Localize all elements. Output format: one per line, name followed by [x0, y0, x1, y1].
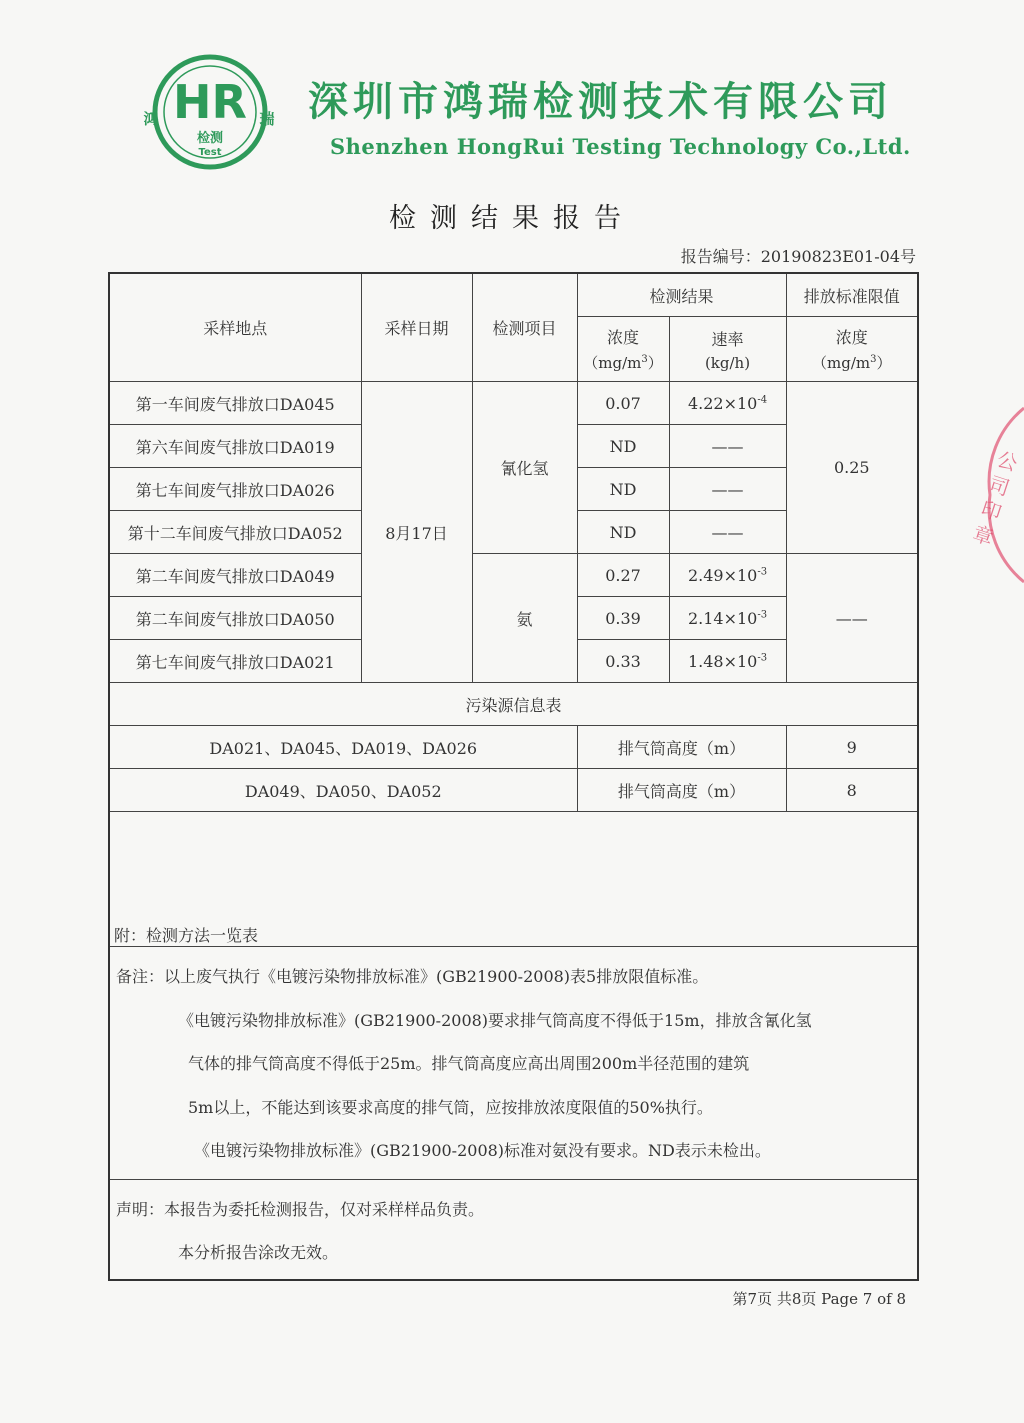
logo-right-char: 瑞	[259, 110, 275, 128]
note-line: 气体的排气筒高度不得低于25m。排气筒高度应高出周围200m半径范围的建筑	[188, 1054, 750, 1073]
table-row	[109, 382, 918, 425]
header-rate-label: 速率	[711, 329, 744, 349]
location-cell: 第二车间废气排放口DA050	[109, 597, 361, 640]
source-value: 9	[786, 726, 918, 769]
limit-unit-b: ）	[876, 354, 892, 372]
logo-left-char: 鸿	[143, 110, 159, 128]
notes-row	[109, 947, 918, 1180]
conc-cell: ND	[577, 468, 669, 511]
rate-cell: ——	[669, 425, 786, 468]
rate-cell	[669, 554, 786, 597]
logo-sub-en: Test	[198, 147, 222, 158]
header-date: 采样日期	[361, 273, 472, 382]
header-limit-conc	[786, 317, 918, 382]
header-rate-unit: (kg/h)	[704, 353, 751, 372]
limit-unit-a: （mg/m	[812, 354, 871, 372]
rate-exp: -3	[757, 609, 768, 621]
rate-exp: -3	[757, 652, 768, 664]
statement-cell	[109, 1179, 918, 1280]
result-table	[108, 272, 919, 1281]
note-line: 5m以上，不能达到该要求高度的排气筒，应按排放浓度限值的50%执行。	[188, 1097, 713, 1117]
source-outlets: DA049、DA050、DA052	[109, 769, 577, 812]
header-rate	[669, 317, 786, 382]
header-results: 检测结果	[577, 273, 786, 317]
company-logo	[140, 52, 280, 172]
location-cell: 第七车间废气排放口DA021	[109, 640, 361, 683]
header-conc-label: 浓度	[606, 328, 639, 347]
conc-cell: ND	[577, 511, 669, 554]
logo-text: HR	[173, 75, 247, 129]
company-name-en: Shenzhen HongRui Testing Technology Co.,Ltd.	[330, 134, 911, 159]
header-conc	[577, 317, 669, 382]
rate-cell	[669, 597, 786, 640]
source-row	[109, 726, 918, 769]
source-label: 排气筒高度（m）	[577, 726, 786, 769]
logo-sub: 检测	[196, 131, 224, 146]
header-location: 采样地点	[109, 273, 361, 382]
location-cell: 第七车间废气排放口DA026	[109, 468, 361, 511]
location-cell: 第十二车间废气排放口DA052	[109, 511, 361, 554]
note-line: 备注：以上废气执行《电镀污染物排放标准》(GB21900-2008)表5排放限值标准。	[116, 967, 709, 986]
source-label: 排气筒高度（m）	[577, 769, 786, 812]
location-cell: 第六车间废气排放口DA019	[109, 425, 361, 468]
rate-exp: -4	[757, 394, 768, 406]
conc-unit-sup: 3	[641, 354, 648, 365]
header-limit-unit	[787, 352, 918, 373]
source-outlets: DA021、DA045、DA019、DA026	[109, 726, 577, 769]
conc-unit-a: （mg/m	[583, 354, 642, 372]
rate-value: 1.48×10	[687, 651, 758, 671]
rate-value: 2.14×10	[687, 608, 758, 628]
rate-value: 2.49×10	[687, 565, 758, 585]
source-value: 8	[786, 769, 918, 812]
source-row	[109, 769, 918, 812]
rate-value: 4.22×10	[687, 393, 758, 413]
conc-cell: ND	[577, 425, 669, 468]
header-conc-unit	[578, 352, 669, 373]
header-limit-conc-label: 浓度	[835, 328, 868, 347]
note-line: 《电镀污染物排放标准》(GB21900-2008)标准对氨没有要求。ND表示未检出。	[194, 1141, 771, 1160]
conc-cell: 0.27	[577, 554, 669, 597]
source-info-title-row	[109, 683, 918, 726]
rate-cell	[669, 382, 786, 425]
item-cell: 氨	[472, 554, 577, 683]
statement-line: 声明：本报告为委托检测报告，仅对采样样品负责。	[116, 1199, 485, 1219]
location-cell: 第二车间废气排放口DA049	[109, 554, 361, 597]
rate-cell: ——	[669, 511, 786, 554]
source-info-title: 污染源信息表	[109, 683, 918, 726]
conc-unit-b: ）	[647, 354, 663, 372]
item-cell: 氰化氢	[472, 382, 577, 554]
limit-cell: ——	[786, 554, 918, 683]
header-item: 检测项目	[472, 273, 577, 382]
appendix-text: 附：检测方法一览表	[109, 812, 918, 947]
note-line: 《电镀污染物排放标准》(GB21900-2008)要求排气筒高度不得低于15m，排放含氰化氢	[178, 1010, 812, 1030]
seal-text: 公司印章	[969, 446, 1021, 551]
header-row-1	[109, 273, 918, 317]
report-title: 检测结果报告	[389, 203, 635, 234]
page-footer: 第7页 共8页 Page 7 of 8	[732, 1290, 906, 1308]
conc-cell: 0.33	[577, 640, 669, 683]
rate-cell	[669, 640, 786, 683]
rate-exp: -3	[757, 566, 768, 578]
appendix-row	[109, 812, 918, 947]
conc-cell: 0.07	[577, 382, 669, 425]
rate-cell: ——	[669, 468, 786, 511]
report-number: 报告编号：20190823E01-04号	[680, 247, 916, 266]
limit-unit-sup: 3	[870, 354, 877, 365]
table-row	[109, 554, 918, 597]
limit-cell: 0.25	[786, 382, 918, 554]
statement-line: 本分析报告涂改无效。	[178, 1243, 339, 1262]
conc-cell: 0.39	[577, 597, 669, 640]
notes-cell	[109, 947, 918, 1180]
header-limit: 排放标准限值	[786, 273, 918, 317]
date-cell: 8月17日	[361, 382, 472, 683]
statement-row	[109, 1179, 918, 1280]
company-name-cn: 深圳市鸿瑞检测技术有限公司	[308, 79, 893, 125]
location-cell: 第一车间废气排放口DA045	[109, 382, 361, 425]
